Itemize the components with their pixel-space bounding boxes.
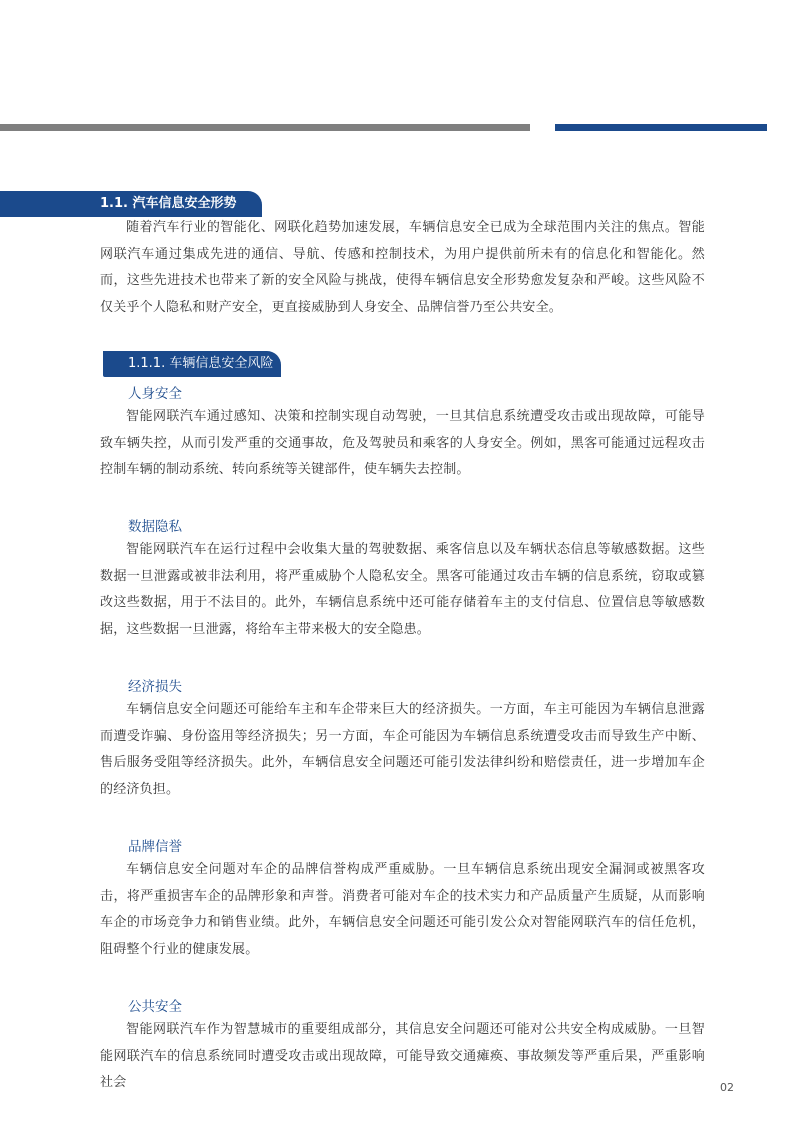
risk-heading-brand-reputation: 品牌信誉 [128,839,182,855]
risk-body-public-safety: 智能网联汽车作为智慧城市的重要组成部分，其信息安全问题还可能对公共安全构成威胁。一旦智能网联汽车的信息系统同时遭受攻击或出现故障，可能导致交通瘫痪、事故频发等严重后果，严重影响社会 [100,1022,705,1090]
risk-body-brand-reputation: 车辆信息安全问题对车企的品牌信誉构成严重威胁。一旦车辆信息系统出现安全漏洞或被黑客攻击，将严重损害车企的品牌形象和声誉。消费者可能对车企的技术实力和产品质量产生质疑，从而影响车企的市场竞争力和销售业绩。此外，车辆信息安全问题还可能引发公众对智能网联汽车的信任危机，阻碍整个行业的健康发展。 [100,862,705,957]
header-rule-gray [0,124,530,131]
risk-body-personal-safety: 智能网联汽车通过感知、决策和控制实现自动驾驶，一旦其信息系统遭受攻击或出现故障，可能导致车辆失控，从而引发严重的交通事故，危及驾驶员和乘客的人身安全。例如，黑客可能通过远程攻击控制车辆的制动系统、转向系统等关键部件，使车辆失去控制。 [100,409,705,477]
page-number: 02 [720,1081,734,1094]
risk-heading-economic-loss: 经济损失 [128,679,182,695]
header-rule-blue [555,124,767,131]
risk-body-data-privacy: 智能网联汽车在运行过程中会收集大量的驾驶数据、乘客信息以及车辆状态信息等敏感数据。这些数据一旦泄露或被非法利用，将严重威胁个人隐私安全。黑客可能通过攻击车辆的信息系统，窃取或篡改这些数据，用于不法目的。此外，车辆信息系统中还可能存储着车主的支付信息、位置信息等敏感数据，这些数据一旦泄露，将给车主带来极大的安全隐患。 [100,542,705,637]
subsection-title: 1.1.1. 车辆信息安全风险 [128,356,274,371]
section-title: 1.1. 汽车信息安全形势 [100,196,237,211]
risk-heading-personal-safety: 人身安全 [128,386,182,402]
risk-heading-public-safety: 公共安全 [128,999,182,1015]
risk-body-economic-loss: 车辆信息安全问题还可能给车主和车企带来巨大的经济损失。一方面，车主可能因为车辆信息泄露而遭受诈骗、身份盗用等经济损失；另一方面，车企可能因为车辆信息系统遭受攻击而导致生产中断、售后服务受阻等经济损失。此外，车辆信息安全问题还可能引发法律纠纷和赔偿责任，进一步增加车企的经济负担。 [100,702,705,797]
risk-heading-data-privacy: 数据隐私 [128,519,182,535]
intro-paragraph: 随着汽车行业的智能化、网联化趋势加速发展，车辆信息安全已成为全球范围内关注的焦点。智能网联汽车通过集成先进的通信、导航、传感和控制技术，为用户提供前所未有的信息化和智能化。然而，这些先进技术也带来了新的安全风险与挑战，使得车辆信息安全形势愈发复杂和严峻。这些风险不仅关乎个人隐私和财产安全，更直接威胁到人身安全、品牌信誉乃至公共安全。 [100,220,705,315]
